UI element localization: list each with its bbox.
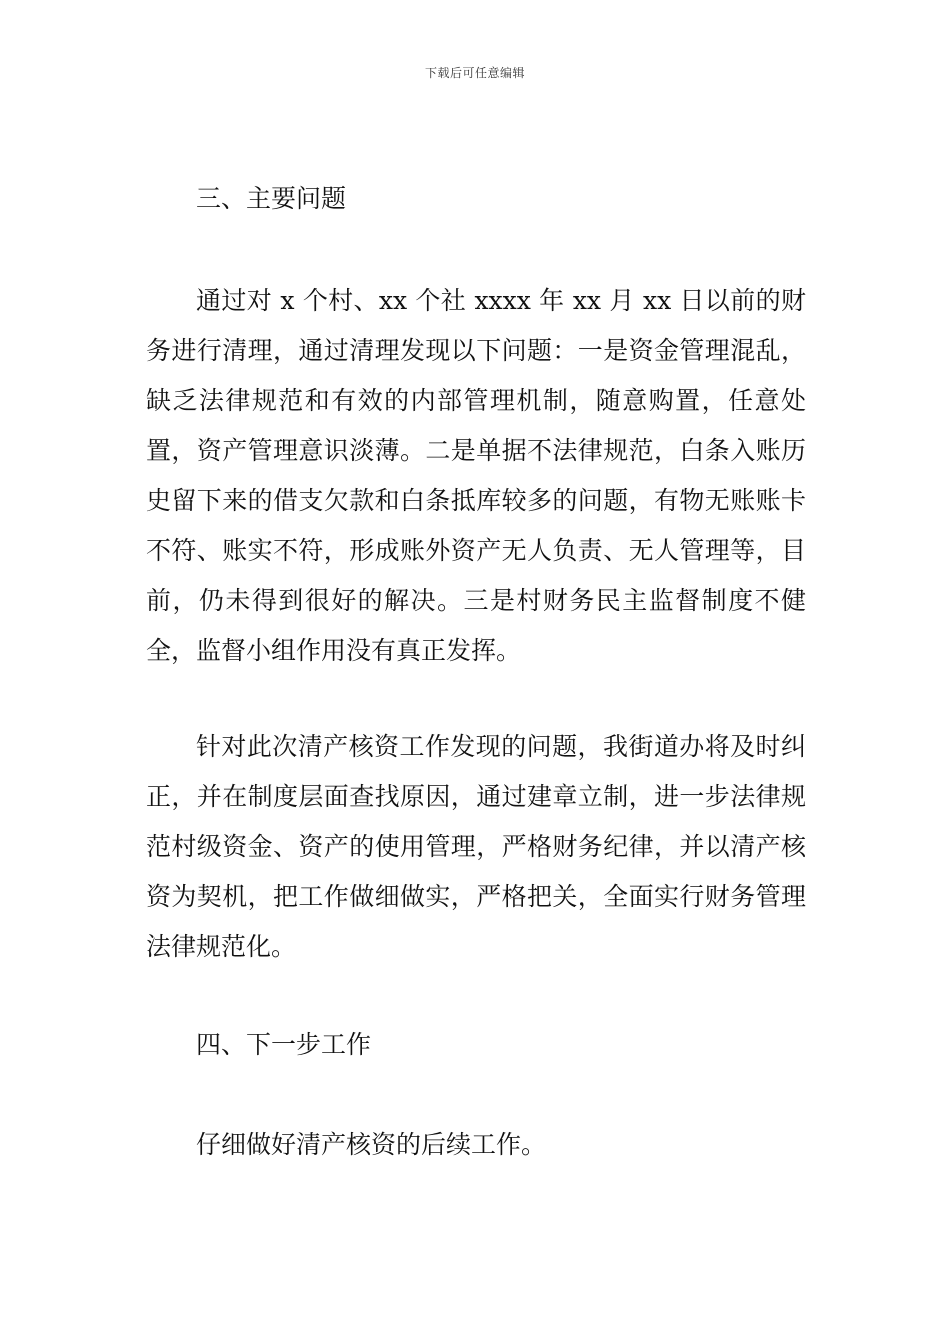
paragraph-next-steps: 仔细做好清产核资的后续工作。 (196, 1130, 547, 1159)
section-heading-main-problems: 三、主要问题 (196, 184, 347, 213)
paragraph-problems: 通过对 x 个村、xx 个社 xxxx 年 xx 月 xx 日以前的财务进行清理，通过清理发现以下问题：一是资金管理混乱，缺乏法律规范和有效的内部管理机制，随意购置，任意处置，资产管理意识淡薄。二是单据不法律规范，白条入账历史留下来的借支欠款和白条抵库较多的问题，有物无账账卡不符、账实不符，形成账外资产无人负责、无人管理等，目前，仍未得到很好的解决。三是村财务民主监督制度不健全，监督小组作用没有真正发挥。 (146, 286, 806, 665)
paragraph-corrections: 针对此次清产核资工作发现的问题，我街道办将及时纠正，并在制度层面查找原因，通过建章立制，进一步法律规范村级资金、资产的使用管理，严格财务纪律，并以清产核资为契机，把工作做细做实，严格把关，全面实行财务管理法律规范化。 (146, 732, 806, 961)
section-heading-next-steps: 四、下一步工作 (196, 1030, 372, 1059)
page-header-watermark: 下载后可任意编辑 (424, 66, 525, 80)
